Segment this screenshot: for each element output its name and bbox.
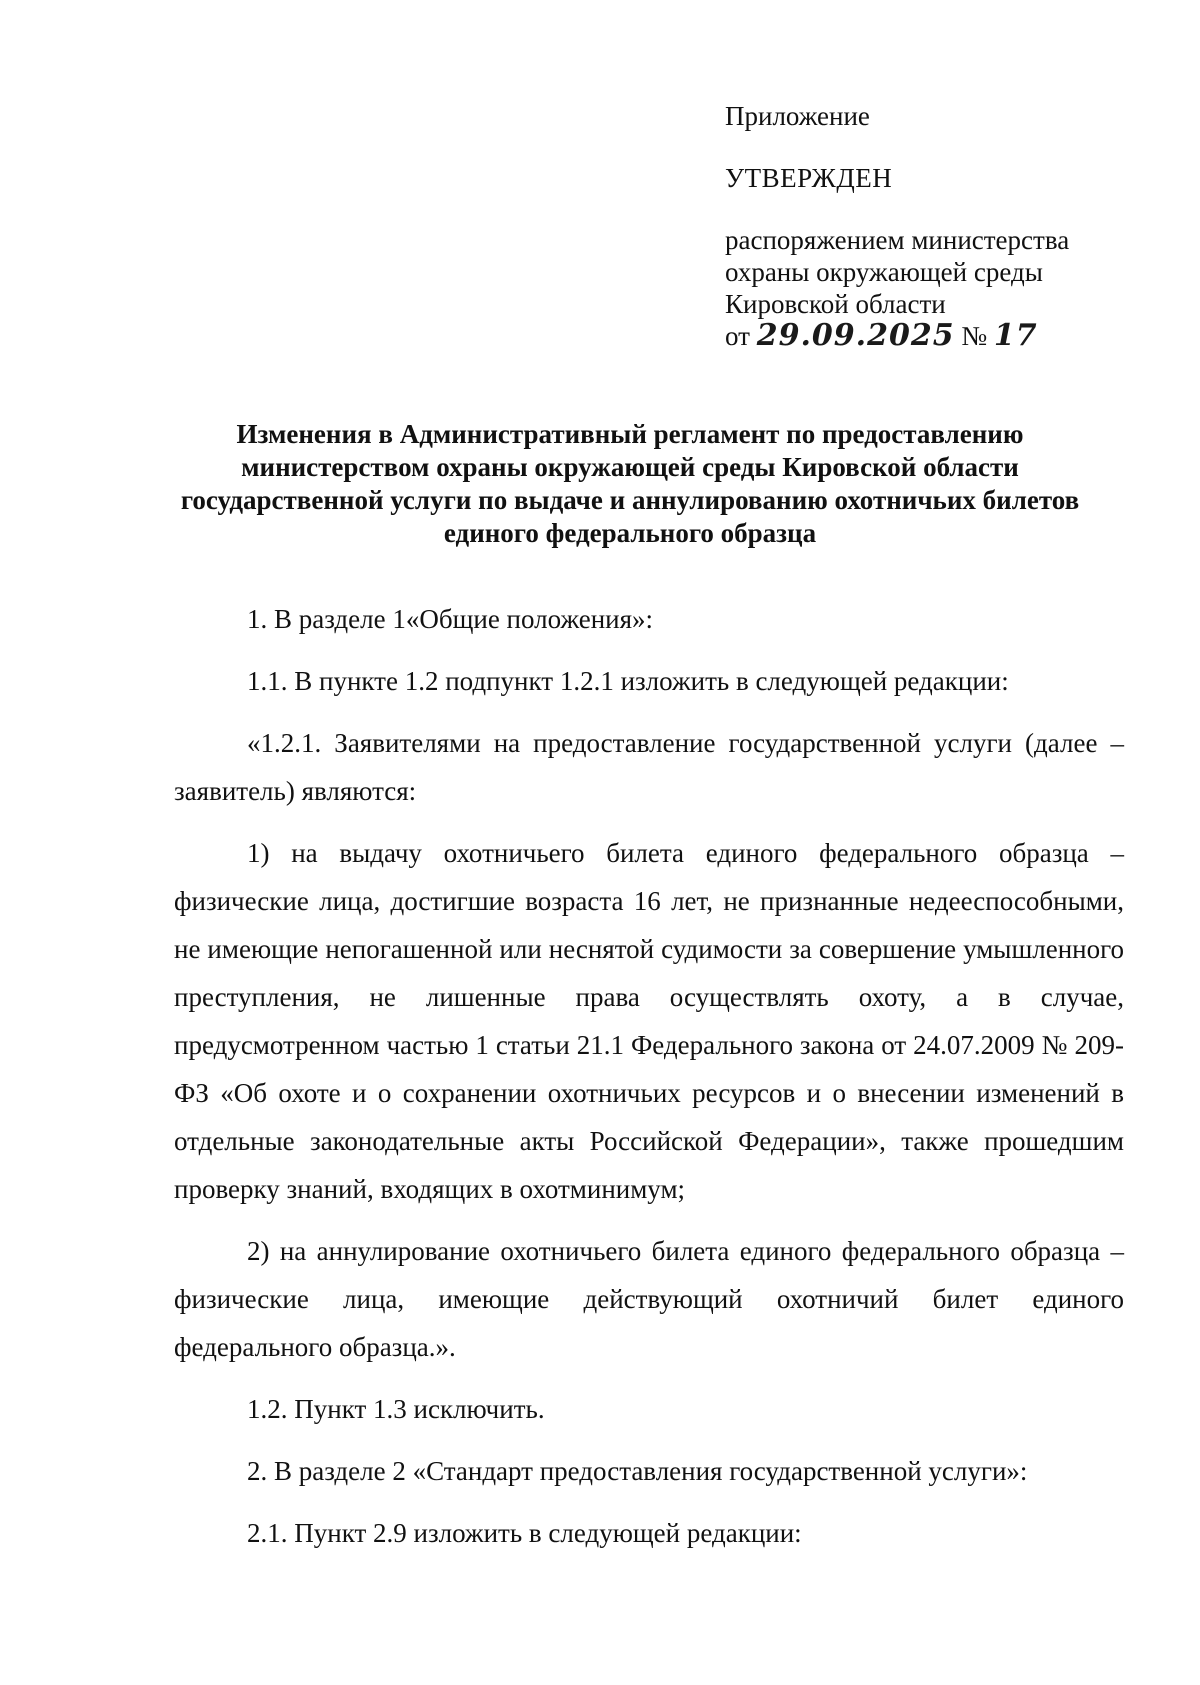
document-body (174, 595, 1124, 1557)
paragraph-1: 1. В разделе 1«Общие положения»: (247, 604, 654, 634)
document-title: Изменения в Административный регламент по предоставлению министерством охраны окружающей среды Кировской области государственной услуги по выдаче и аннулированию охотничьих билетов единого федерального образца (180, 419, 1080, 548)
approved-label: УТВЕРЖДЕН (725, 163, 893, 193)
authority-line-1: распоряжением министерства (725, 225, 1070, 255)
attachment-label: Приложение (725, 101, 870, 131)
paragraph-5: 2) на аннулирование охотничьего билета единого федерального образца – физические лица, имеющие действующий охотничий билет единого федерального образца.». (174, 1236, 1124, 1362)
authority-line-2: охраны окружающей среды (725, 257, 1043, 287)
paragraph-6: 1.2. Пункт 1.3 исключить. (247, 1394, 545, 1424)
paragraph-3: «1.2.1. Заявителями на предоставление государственной услуги (далее – заявитель) являются: (174, 728, 1124, 806)
authority-line-3: Кировской области (725, 289, 946, 319)
number-sign: № (961, 321, 988, 351)
paragraph-4: 1) на выдачу охотничьего билета единого федерального образца – физические лица, достигшие возраста 16 лет, не признанные недееспособными, не имеющие непогашенной или неснятой судимости за совершение умышленного преступления, не лишенные права осуществлять охоту, а в случае, предусмотренном частью 1 статьи 21.1 Федерального закона от 24.07.2009 № 209-ФЗ «Об охоте и о сохранении охотничьих ресурсов и о внесении изменений в отдельные законодательные акты Российской Федерации», также прошедшим проверку знаний, входящих в охотминимум; (174, 838, 1124, 1204)
date-number-line (725, 320, 1145, 352)
paragraph-8: 2.1. Пункт 2.9 изложить в следующей редакции: (247, 1518, 802, 1548)
handwritten-date: 29.09.2025 (756, 318, 955, 353)
approval-block (725, 100, 1145, 352)
paragraph-2: 1.1. В пункте 1.2 подпункт 1.2.1 изложить в следующей редакции: (247, 666, 1009, 696)
paragraph-7: 2. В разделе 2 «Стандарт предоставления государственной услуги»: (247, 1456, 1028, 1486)
date-prefix: от (725, 321, 750, 351)
handwritten-number: 17 (993, 318, 1038, 353)
